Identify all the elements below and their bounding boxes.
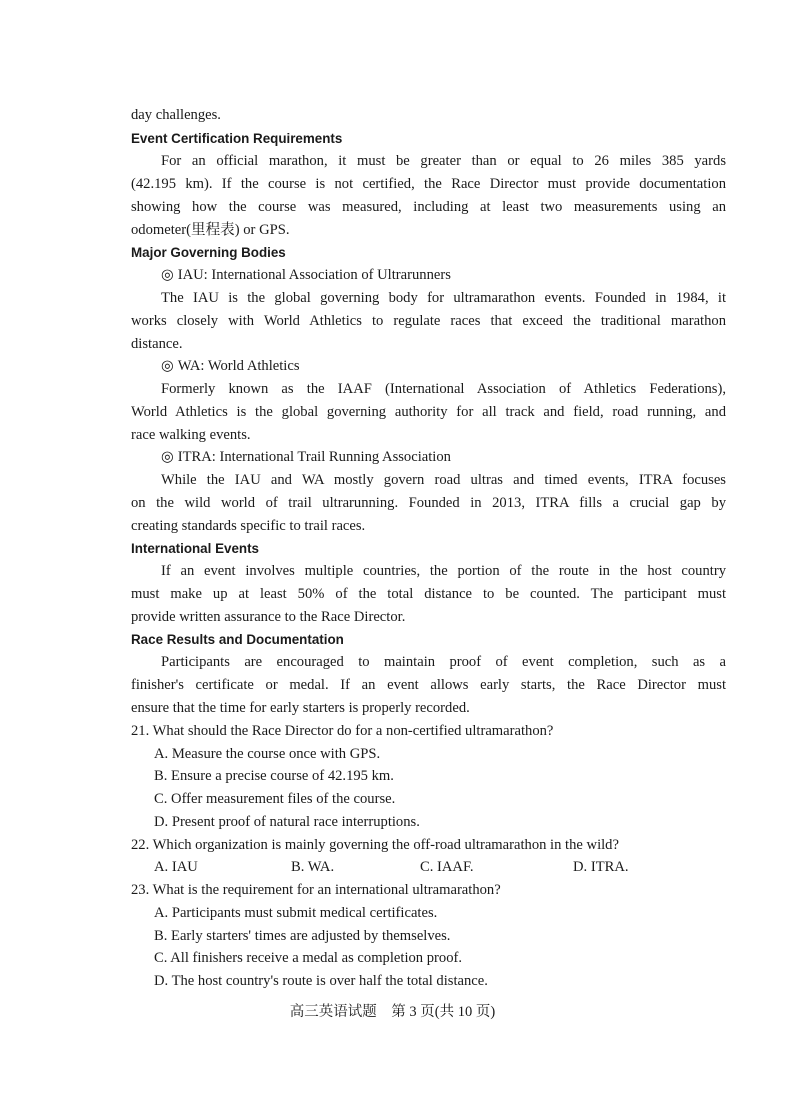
passage-line: day challenges. <box>131 107 221 123</box>
passage-line: works closely with World Athletics to regulate races that exceed the traditional marathon <box>131 313 726 329</box>
question-23-stem: 23. What is the requirement for an international ultramarathon? <box>131 882 501 898</box>
question-21-option-b[interactable]: B. Ensure a precise course of 42.195 km. <box>154 768 394 784</box>
question-21-option-c[interactable]: C. Offer measurement files of the course. <box>154 791 396 807</box>
question-22-options <box>154 856 714 879</box>
org-title-iau <box>161 264 756 287</box>
passage-line: provide written assurance to the Race Director. <box>131 609 406 625</box>
passage-line: ensure that the time for early starters is properly recorded. <box>131 700 470 716</box>
passage-line: (42.195 km). If the course is not certified, the Race Director must provide documentation <box>131 176 726 192</box>
passage-line: If an event involves multiple countries, the portion of the route in the host country <box>161 563 726 579</box>
question-23-option-d[interactable]: D. The host country's route is over half the total distance. <box>154 973 488 989</box>
question-21-option-d[interactable]: D. Present proof of natural race interruptions. <box>154 814 420 830</box>
section-heading-international: International Events <box>131 541 259 556</box>
page-footer: 高三英语试题 第 3 页(共 10 页) <box>289 1004 496 1020</box>
bullet-circle-icon: ◎ <box>161 358 174 374</box>
passage-line: creating standards specific to trail races. <box>131 518 366 534</box>
org-title-text: IAU: International Association of Ultrarunners <box>177 267 451 283</box>
question-22-option-d[interactable]: D. ITRA. <box>573 859 629 875</box>
passage-line: For an official marathon, it must be greater than or equal to 26 miles 385 yards <box>161 153 726 169</box>
org-title-itra <box>161 446 756 469</box>
question-22-stem: 22. Which organization is mainly governing the off-road ultramarathon in the wild? <box>131 837 619 853</box>
org-title-text: ITRA: International Trail Running Association <box>177 449 451 465</box>
bullet-circle-icon: ◎ <box>161 267 174 283</box>
question-22-option-b[interactable]: B. WA. <box>291 859 335 875</box>
org-title-wa <box>161 355 756 378</box>
section-heading-results: Race Results and Documentation <box>131 632 344 647</box>
passage-line: showing how the course was measured, including at least two measurements using an <box>131 199 726 215</box>
question-22-option-a[interactable]: A. IAU <box>154 859 198 875</box>
passage-line: The IAU is the global governing body for ultramarathon events. Founded in 1984, it <box>161 290 726 306</box>
passage-line: World Athletics is the global governing authority for all track and field, road running, and <box>131 404 726 420</box>
bullet-circle-icon: ◎ <box>161 449 174 465</box>
question-21-option-a[interactable]: A. Measure the course once with GPS. <box>154 746 381 762</box>
passage-line: race walking events. <box>131 427 251 443</box>
passage-line: Participants are encouraged to maintain proof of event completion, such as a <box>161 654 726 670</box>
question-22-option-c[interactable]: C. IAAF. <box>420 859 474 875</box>
passage-line: finisher's certificate or medal. If an event allows early starts, the Race Director must <box>131 677 726 693</box>
section-heading-governing-bodies: Major Governing Bodies <box>131 245 286 260</box>
passage-line: odometer(里程表) or GPS. <box>131 222 290 238</box>
question-23-option-a[interactable]: A. Participants must submit medical certificates. <box>154 905 438 921</box>
passage-line: distance. <box>131 336 183 352</box>
question-21-stem: 21. What should the Race Director do for a non-certified ultramarathon? <box>131 723 554 739</box>
section-heading-certification: Event Certification Requirements <box>131 131 343 146</box>
passage-line: While the IAU and WA mostly govern road ultras and timed events, ITRA focuses <box>161 472 726 488</box>
passage-line: on the wild world of trail ultrarunning. Founded in 2013, ITRA fills a crucial gap by <box>131 495 726 511</box>
question-23-option-b[interactable]: B. Early starters' times are adjusted by themselves. <box>154 928 451 944</box>
question-23-option-c[interactable]: C. All finishers receive a medal as completion proof. <box>154 950 463 966</box>
passage-line: must make up at least 50% of the total distance to be counted. The participant must <box>131 586 726 602</box>
passage-line: Formerly known as the IAAF (International Association of Athletics Federations), <box>161 381 726 397</box>
org-title-text: WA: World Athletics <box>177 358 300 374</box>
